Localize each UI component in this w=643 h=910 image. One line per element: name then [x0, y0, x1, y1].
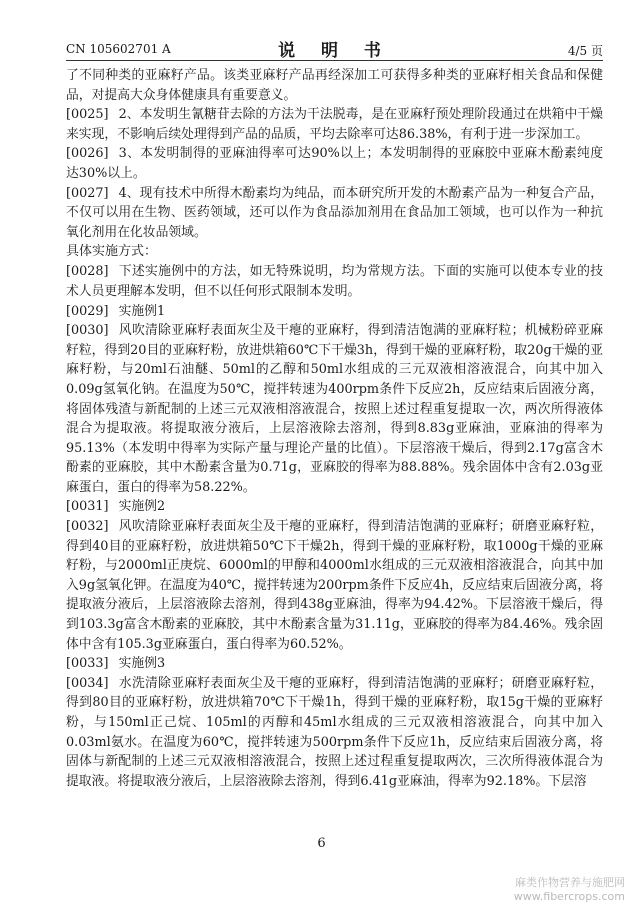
paragraph-number: [0033]	[66, 656, 109, 672]
paragraph	[66, 302, 603, 322]
paragraph-number: [0026]	[66, 146, 109, 162]
document-body	[66, 66, 603, 791]
paragraph-number: [0030]	[66, 323, 109, 339]
document-title: 说 明 书	[278, 41, 391, 61]
paragraph	[66, 674, 603, 792]
paragraph-text: 4、现有技术中所得木酚素均为纯品，而本研究所开发的木酚素产品为一种复合产品，不仅可以用在生物、医药领域，还可以作为食品添加剂用在食品加工领域，也可以作为一种抗氧化剂用在化妆品领域。	[66, 185, 603, 240]
paragraph-number: [0031]	[66, 499, 109, 515]
paragraph-text: 3、本发明制得的亚麻油得率可达90%以上；本发明制得的亚麻胶中亚麻木酚素纯度达30%以上。	[66, 146, 603, 181]
paragraph-number: [0034]	[66, 675, 109, 691]
page-header	[66, 36, 603, 61]
page-fraction: 4/5 页	[567, 44, 603, 58]
paragraph-number: [0027]	[66, 185, 109, 201]
page-number: 6	[317, 836, 326, 851]
paragraph	[66, 144, 603, 183]
paragraph-text: 风吹清除亚麻籽表面灰尘及干瘪的亚麻籽，得到清洁饱满的亚麻籽粒；机械粉碎亚麻籽粒，得到20目的亚麻籽粉，放进烘箱60℃下干燥3h，得到干燥的亚麻籽粉，取20g干燥的亚麻籽粉，与20ml石油醚、50ml的乙醇和50ml水组成的三元双液相溶液混合，向其中加入0.09g氢氧化钠。在温度为50℃，搅拌转速为400rpm条件下反应2h，反应结束后固液分离，将固体残渣与新配制的上述三元双液相溶液混合，按照上述过程重复提取一次，两次所得液体混合为提取液。将提取液分液后，上层溶液除去溶剂，得到8.83g亚麻油，亚麻油的得率为95.13%（本发明中得率为实际产量与理论产量的比值）。下层溶液干燥后，得到2.17g富含木酚素的亚麻胶，其中木酚素含量为0.71g，亚麻胶的得率为88.88%。残余固体中含有2.03g亚麻蛋白，蛋白的得率为58.22%。	[66, 323, 603, 495]
paragraph-text: 2、本发明生氰糖苷去除的方法为干法脱毒，是在亚麻籽预处理阶段通过在烘箱中干燥来实现，不影响后续处理得到产品的品质，平均去除率可达86.38%，有利于进一步深加工。	[66, 107, 603, 142]
paragraph-number: [0032]	[66, 519, 109, 535]
example-heading: 实施例2	[118, 499, 166, 515]
watermark-title: 麻类作物营养与施肥网	[515, 876, 625, 889]
paragraph	[66, 262, 603, 301]
paragraph	[66, 517, 603, 654]
example-heading: 实施例3	[118, 656, 166, 672]
paragraph	[66, 184, 603, 243]
watermark-url: www.fibercrops.com	[513, 890, 625, 903]
paragraph-text: 下述实施例中的方法，如无特殊说明，均为常规方法。下面的实施可以使本专业的技术人员更理解本发明，但不以任何形式限制本发明。	[66, 264, 603, 299]
section-heading: 具体实施方式：	[66, 244, 158, 260]
paragraph	[66, 321, 603, 497]
paragraph-number: [0028]	[66, 264, 109, 280]
paragraph-text: 水洗清除亚麻籽表面灰尘及干瘪的亚麻籽，得到清洁饱满的亚麻籽；研磨亚麻籽粒，得到80目的亚麻籽粉，放进烘箱70℃下干燥1h，得到干燥的亚麻籽粉，取15g干燥的亚麻籽粉，与150ml正己烷、105ml的丙醇和45ml水组成的三元双液相溶液混合，向其中加入0.03ml氨水。在温度为60℃，搅拌转速为500rpm条件下反应1h，反应结束后固液分离，将固体与新配制的上述三元双液相溶液混合，按照上述过程重复提取两次，三次所得液体混合为提取液。将提取液分液后，上层溶液除去溶剂，得到6.41g亚麻油，得率为92.18%。下层溶	[66, 675, 603, 789]
publication-number: CN 105602701 A	[66, 42, 171, 56]
watermark	[514, 876, 625, 904]
paragraph-text: 风吹清除亚麻籽表面灰尘及干瘪的亚麻籽，得到清洁饱满的亚麻籽；研磨亚麻籽粒，得到40目的亚麻籽粉，放进烘箱50℃下干燥2h，得到干燥的亚麻籽粉，取1000g干燥的亚麻籽粉，与2000ml正庚烷、6000ml的甲醇和4000ml水组成的三元双液相溶液混合，向其中加入9g氢氧化钾。在温度为40℃，搅拌转速为200rpm条件下反应4h，反应结束后固液分离，将提取液分液后，上层溶液除去溶剂，得到438g亚麻油，得率为94.42%。下层溶液干燥后，得到103.3g富含木酚素的亚麻胶，其中木酚素含量为31.11g，亚麻胶的得率为84.46%。残余固体中含有105.3g亚麻蛋白，蛋白得率为60.52%。	[66, 519, 603, 652]
paragraph-number: [0025]	[66, 107, 109, 123]
example-heading: 实施例1	[118, 303, 166, 319]
paragraph-number: [0029]	[66, 303, 109, 319]
header-rule	[66, 60, 603, 61]
paragraph	[66, 654, 603, 674]
paragraph	[66, 497, 603, 517]
paragraph	[66, 105, 603, 144]
paragraph-text: 了不同种类的亚麻籽产品。该类亚麻籽产品再经深加工可获得多种类的亚麻籽相关食品和保健品，对提高大众身体健康具有重要意义。	[66, 68, 603, 103]
paragraph	[66, 66, 603, 105]
